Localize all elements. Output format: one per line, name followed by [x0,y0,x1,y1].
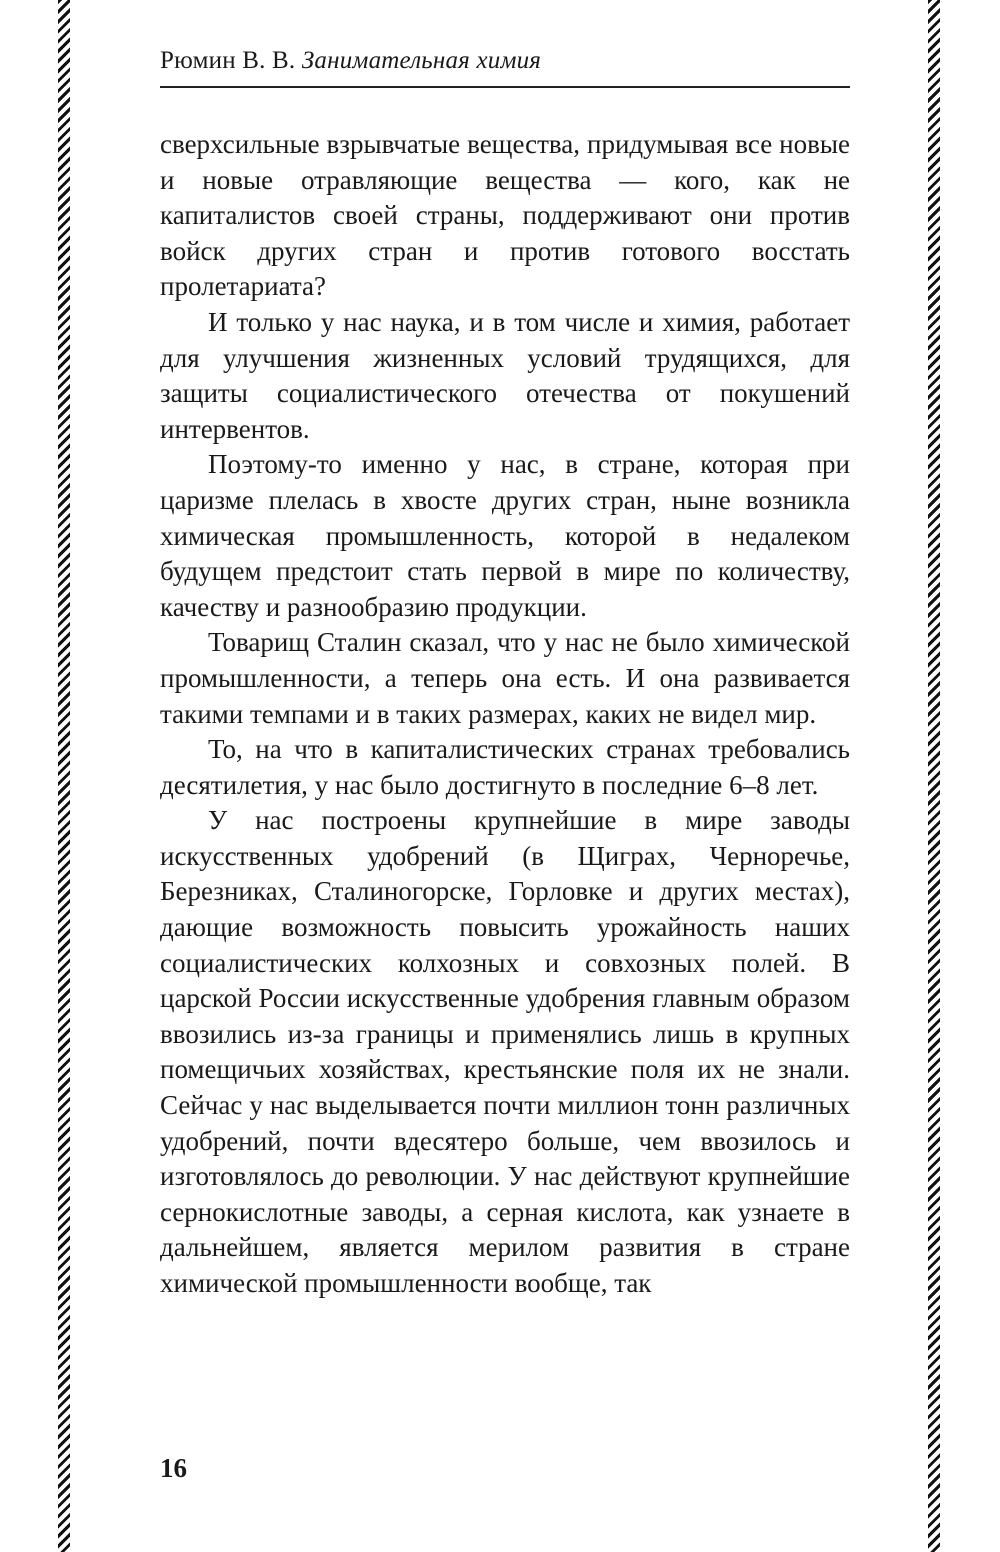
header-text [160,44,850,78]
running-header [160,44,850,88]
decorative-border-left [58,0,70,1552]
page-number: 16 [160,1453,187,1483]
paragraph: То, на что в капиталистических странах требовались десятилетия, у нас было достигнуто в последние 6–8 лет. [160,734,850,800]
paragraph: Поэтому-то именно у нас, в стране, которая при царизме плелась в хвосте других стран, ныне возникла химическая промышленность, которой в недалеком будущем предстоит стать первой в мире по количеству, качеству и разнообразию продукции. [160,449,850,622]
paragraph: И только у нас наука, и в том числе и химия, работает для улучшения жизненных условий трудящихся, для защиты социалистического отечества от покушений интервентов. [160,306,850,444]
header-author: Рюмин В. В. [160,47,296,74]
decorative-border-right [928,0,940,1552]
paragraph: сверхсильные взрывчатые вещества, придумывая все новые и новые отравляющие вещества — кого, как не капиталистов своей страны, поддерживают они против войск других стран и против готового восстать пролетариата? [160,129,850,302]
paragraph: У нас построены крупнейшие в мире заводы искусственных удобрений (в Щиграх, Черноречье, Березниках, Сталиногорске, Горловке и других местах), дающие возможность повысить урожайность наших социалистических колхозных и совхозных полей. В царской России искусственные удобрения главным образом ввозились из-за границы и применялись лишь в крупных помещичьих хозяйствах, крестьянские поля их не знали. Сейчас у нас выделывается почти миллион тонн различных удобрений, почти вдесятеро больше, чем ввозилось и изготовлялось до революции. У нас действуют крупнейшие сернокислотные заводы, а серная кислота, как узнаете в дальнейшем, является мерилом развития в стране химической промышленности вообще, так [160,805,850,1298]
paragraph: Товарищ Сталин сказал, что у нас не было химической промышленности, а теперь она есть. И она развивается такими темпами и в таких размерах, каких не видел мир. [160,627,850,729]
header-title: Занимательная химия [301,47,542,74]
page-body [160,127,850,1302]
